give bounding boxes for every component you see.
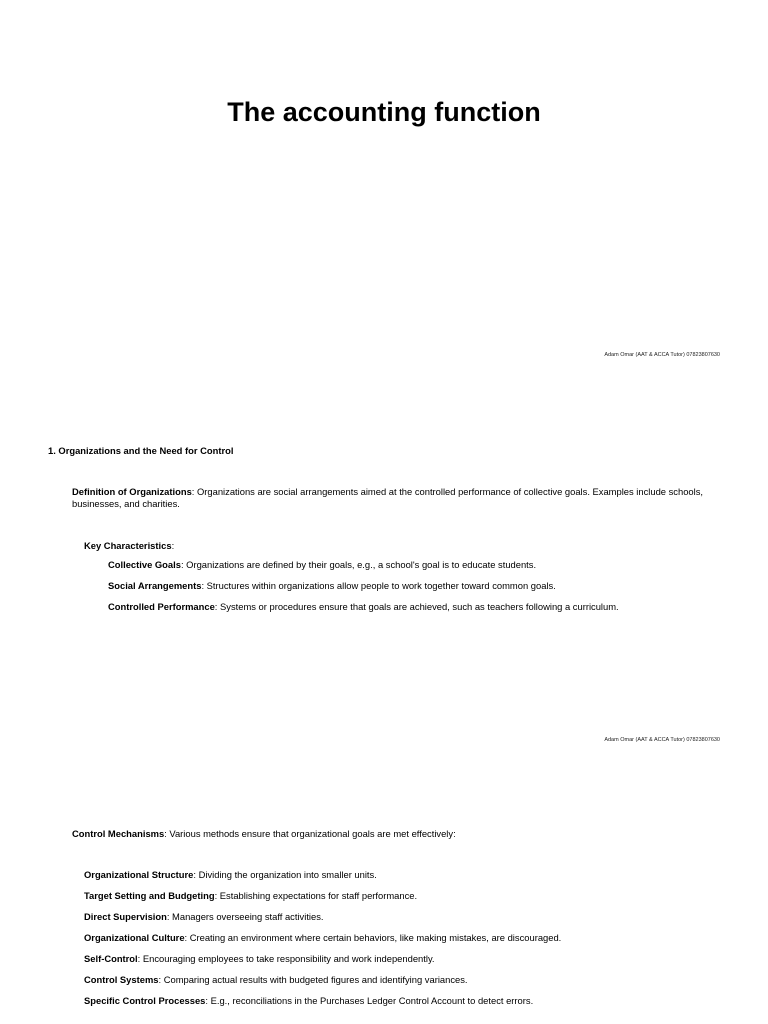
mechanism-item <box>84 974 720 986</box>
key-characteristics-term: Key Characteristics <box>84 540 172 551</box>
mechanism-term: Self-Control <box>84 953 138 964</box>
mechanism-item <box>84 932 720 944</box>
mechanism-text: : Managers overseeing staff activities. <box>166 911 324 922</box>
mechanism-term: Specific Control Processes <box>84 995 206 1006</box>
key-characteristics-label <box>84 540 720 552</box>
mechanism-text: : Comparing actual results with budgeted figures and identifying variances. <box>158 974 468 985</box>
mechanism-term: Direct Supervision <box>84 911 167 922</box>
mechanism-item <box>84 869 720 881</box>
characteristic-text: : Systems or procedures ensure that goals are achieved, such as teachers following a curriculum. <box>214 601 619 612</box>
mechanism-term: Organizational Structure <box>84 869 194 880</box>
control-mechanisms-term: Control Mechanisms <box>72 828 165 839</box>
definition-paragraph <box>72 486 720 510</box>
section-heading: 1. Organizations and the Need for Control <box>48 445 234 456</box>
characteristic-item <box>108 601 720 613</box>
mechanism-term: Control Systems <box>84 974 159 985</box>
mechanism-text: : Dividing the organization into smaller units. <box>193 869 377 880</box>
control-mechanisms-paragraph <box>72 828 720 840</box>
mechanism-term: Organizational Culture <box>84 932 185 943</box>
characteristic-term: Collective Goals <box>108 559 181 570</box>
mechanism-text: : Encouraging employees to take responsibility and work independently. <box>137 953 435 964</box>
mechanism-text: : Establishing expectations for staff performance. <box>214 890 418 901</box>
page-footer-1: Adam Omar (AAT & ACCA Tutor) 07823807630 <box>604 352 720 358</box>
characteristic-text: : Organizations are defined by their goals, e.g., a school's goal is to educate students. <box>180 559 537 570</box>
definition-term: Definition of Organizations <box>72 486 192 497</box>
characteristic-text: : Structures within organizations allow people to work together toward common goals. <box>201 580 556 591</box>
characteristic-term: Controlled Performance <box>108 601 215 612</box>
characteristic-term: Social Arrangements <box>108 580 202 591</box>
mechanism-item <box>84 953 720 965</box>
mechanism-item <box>84 911 720 923</box>
control-mechanisms-text: : Various methods ensure that organizational goals are met effectively: <box>164 828 456 839</box>
mechanism-term: Target Setting and Budgeting <box>84 890 215 901</box>
document-title: The accounting function <box>227 97 541 127</box>
mechanism-item <box>84 995 720 1007</box>
definition-text: : Organizations are social arrangements aimed at the controlled performance of collective goals. Examples include schools, businesses, and charities. <box>72 486 703 509</box>
characteristic-item <box>108 580 720 592</box>
mechanism-item <box>84 890 720 902</box>
characteristic-item <box>108 559 720 571</box>
mechanism-text: : E.g., reconciliations in the Purchases Ledger Control Account to detect errors. <box>205 995 534 1006</box>
key-characteristics-colon: : <box>171 540 175 551</box>
mechanism-text: : Creating an environment where certain behaviors, like making mistakes, are discouraged. <box>184 932 562 943</box>
page-footer-2: Adam Omar (AAT & ACCA Tutor) 07823807630 <box>604 737 720 743</box>
